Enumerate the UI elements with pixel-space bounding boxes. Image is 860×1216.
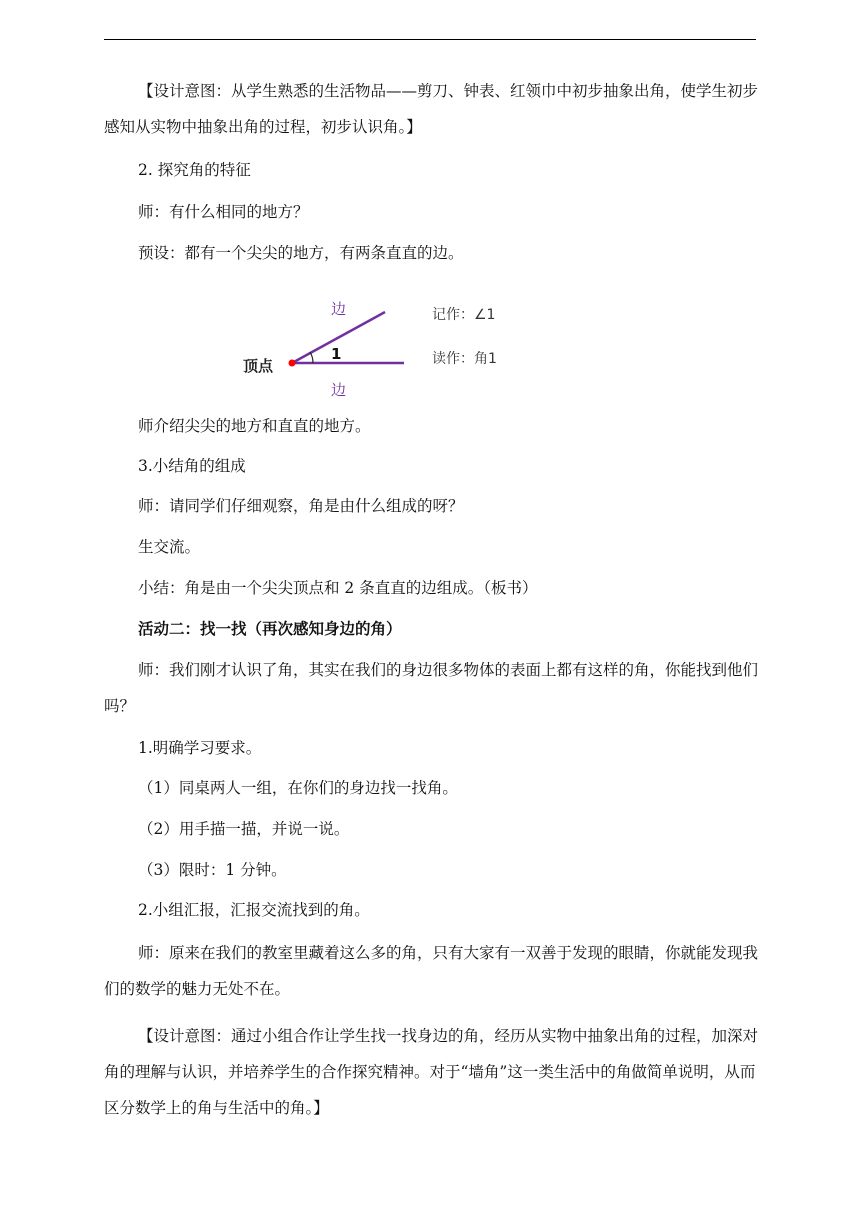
side-top-label: 边 [331, 300, 347, 318]
angle-arc [310, 352, 313, 363]
preset-answer: 预设：都有一个尖尖的地方，有两条直直的边。 [138, 244, 464, 262]
requirements-title: 1.明确学习要求。 [138, 739, 262, 757]
summary: 小结：角是由一个尖尖顶点和 2 条直直的边组成。（板书） [138, 579, 538, 597]
vertex-point [289, 360, 296, 367]
teacher-question-2: 师：请同学们仔细观察，角是由什么组成的呀？ [138, 497, 464, 515]
requirement-1: （1）同桌两人一组，在你们的身边找一找角。 [138, 779, 458, 797]
teacher-question-1: 师：有什么相同的地方？ [138, 203, 309, 221]
section-2-title: 2. 探究角的特征 [138, 161, 251, 179]
requirement-3: （3）限时：1 分钟。 [138, 861, 287, 879]
teacher-question-3: 师：我们刚才认识了角，其实在我们的身边很多物体的表面上都有这样的角，你能找到他们吗？ [104, 661, 759, 715]
student-talk: 生交流。 [138, 538, 201, 556]
teacher-question-4: 师：原来在我们的教室里藏着这么多的角，只有大家有一双善于发现的眼睛，你就能发现我们的数学的魅力无处不在。 [104, 944, 759, 998]
activity-2-title: 活动二：找一找（再次感知身边的角） [138, 619, 402, 638]
header-rule [104, 39, 756, 40]
angle-number: 1 [331, 345, 342, 363]
teacher-intro: 师介绍尖尖的地方和直直的地方。 [138, 417, 371, 435]
section-3-title: 3.小结角的组成 [138, 457, 246, 475]
design-intent-2: 【设计意图：通过小组合作让学生找一找身边的角，经历从实物中抽象出角的过程，加深对角的理解与认识，并培养学生的合作探究精神。对于“墙角”这一类生活中的角做简单说明，从而区分数学上的角与生活中的角。】 [104, 1027, 759, 1117]
requirement-2: （2）用手描一描，并说一说。 [138, 820, 350, 838]
read-as-label: 读作：角1 [432, 351, 497, 367]
vertex-label: 顶点 [243, 357, 274, 375]
design-intent-1: 【设计意图：从学生熟悉的生活物品——剪刀、钟表、红领巾中初步抽象出角，使学生初步感知从实物中抽象出角的过程，初步认识角。】 [104, 82, 759, 136]
side-bottom-label: 边 [331, 381, 347, 399]
group-report: 2.小组汇报，汇报交流找到的角。 [138, 901, 370, 919]
angle-diagram [0, 285, 860, 415]
write-as-label: 记作：∠1 [432, 307, 496, 323]
